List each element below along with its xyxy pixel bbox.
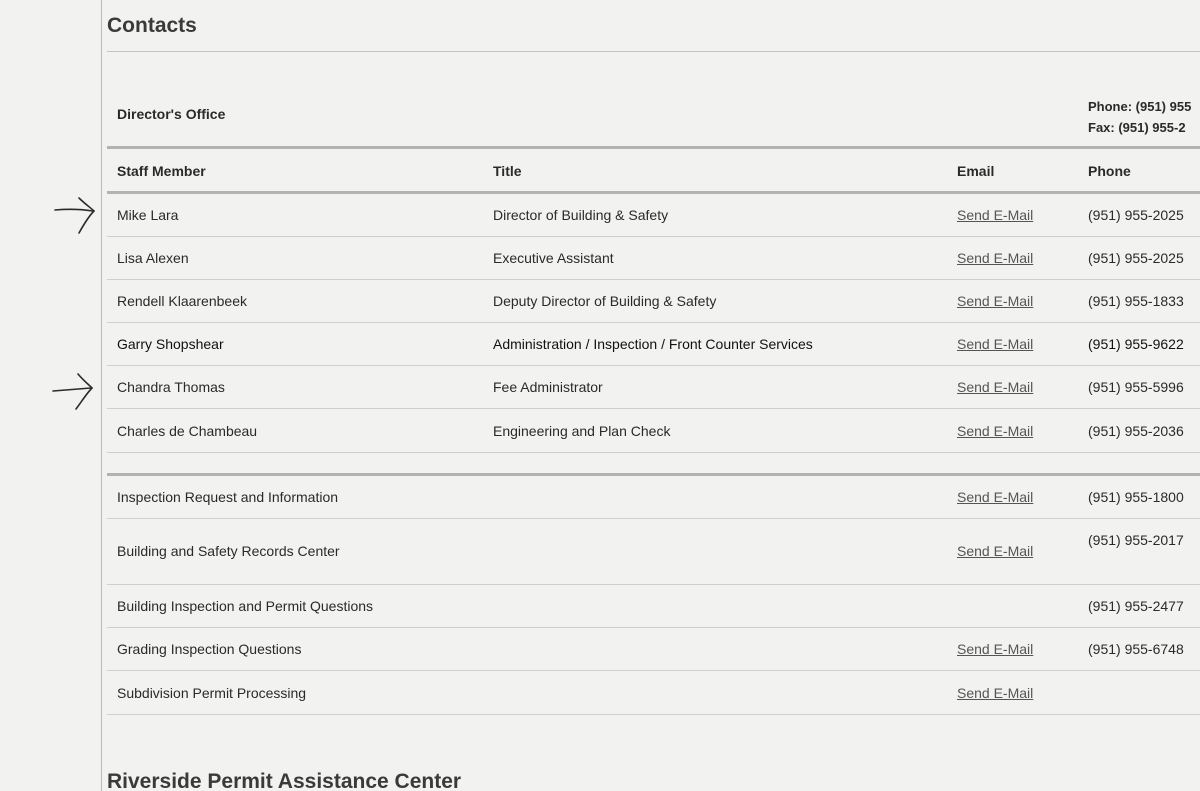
send-email-link[interactable]: Send E-Mail [957, 641, 1034, 657]
header-top-rule [107, 146, 1200, 149]
send-email-link[interactable]: Send E-Mail [957, 293, 1034, 309]
staff-phone: (951) 955-2025 [1088, 250, 1184, 266]
table-row [107, 366, 1200, 409]
table-row [107, 628, 1200, 671]
header-phone: Phone [1088, 163, 1131, 179]
staff-phone: (951) 955-9622 [1088, 336, 1184, 352]
service-name: Building and Safety Records Center [117, 543, 340, 559]
directors-office-contact [1088, 96, 1191, 138]
table-row [107, 409, 1200, 453]
directors-office-fax: Fax: (951) 955-2 [1088, 120, 1186, 135]
service-phone: (951) 955-1800 [1088, 489, 1184, 505]
staff-phone: (951) 955-2036 [1088, 423, 1184, 439]
staff-title: Executive Assistant [493, 250, 614, 266]
send-email-link[interactable]: Send E-Mail [957, 379, 1034, 395]
handwritten-arrow-icon [52, 196, 98, 236]
contacts-section [107, 0, 1200, 791]
table-row [107, 585, 1200, 628]
staff-title: Engineering and Plan Check [493, 423, 671, 439]
service-name: Subdivision Permit Processing [117, 685, 307, 701]
table-row [107, 237, 1200, 280]
left-margin-line [101, 0, 102, 791]
table-row [107, 323, 1200, 366]
send-email-link[interactable]: Send E-Mail [957, 207, 1034, 223]
send-email-link[interactable]: Send E-Mail [957, 489, 1034, 505]
staff-name: Chandra Thomas [117, 379, 225, 395]
send-email-link[interactable]: Send E-Mail [957, 543, 1034, 559]
service-phone: (951) 955-2017 [1088, 532, 1184, 548]
service-name: Grading Inspection Questions [117, 641, 302, 657]
send-email-link[interactable]: Send E-Mail [957, 250, 1034, 266]
page-title: Contacts [107, 14, 197, 37]
header-title: Title [493, 163, 522, 179]
staff-name: Charles de Chambeau [117, 423, 258, 439]
staff-name: Mike Lara [117, 207, 179, 223]
service-phone: (951) 955-2477 [1088, 598, 1184, 614]
staff-name: Lisa Alexen [117, 250, 189, 266]
staff-phone: (951) 955-5996 [1088, 379, 1184, 395]
send-email-link[interactable]: Send E-Mail [957, 423, 1034, 439]
staff-name: Rendell Klaarenbeek [117, 293, 247, 309]
staff-name: Garry Shopshear [117, 336, 224, 352]
title-divider [107, 51, 1200, 52]
table-row [107, 671, 1200, 715]
staff-title: Deputy Director of Building & Safety [493, 293, 717, 309]
table-row [107, 194, 1200, 237]
staff-phone: (951) 955-2025 [1088, 207, 1184, 223]
send-email-link[interactable]: Send E-Mail [957, 685, 1034, 701]
staff-title: Director of Building & Safety [493, 207, 669, 223]
service-name: Inspection Request and Information [117, 489, 339, 505]
header-email: Email [957, 163, 995, 179]
table-row [107, 519, 1200, 585]
staff-title: Fee Administrator [493, 379, 603, 395]
section-title: Riverside Permit Assistance Center [107, 770, 462, 791]
table-row [107, 476, 1200, 519]
send-email-link[interactable]: Send E-Mail [957, 336, 1034, 352]
directors-office-phone: Phone: (951) 955 [1088, 99, 1192, 114]
service-phone: (951) 955-6748 [1088, 641, 1184, 657]
table-row [107, 280, 1200, 323]
service-name: Building Inspection and Permit Questions [117, 598, 374, 614]
directors-office-label: Director's Office [117, 106, 226, 122]
header-staff-member: Staff Member [117, 163, 206, 179]
handwritten-arrow-icon [50, 371, 96, 411]
staff-phone: (951) 955-1833 [1088, 293, 1184, 309]
staff-title: Administration / Inspection / Front Counter Services [493, 336, 813, 352]
